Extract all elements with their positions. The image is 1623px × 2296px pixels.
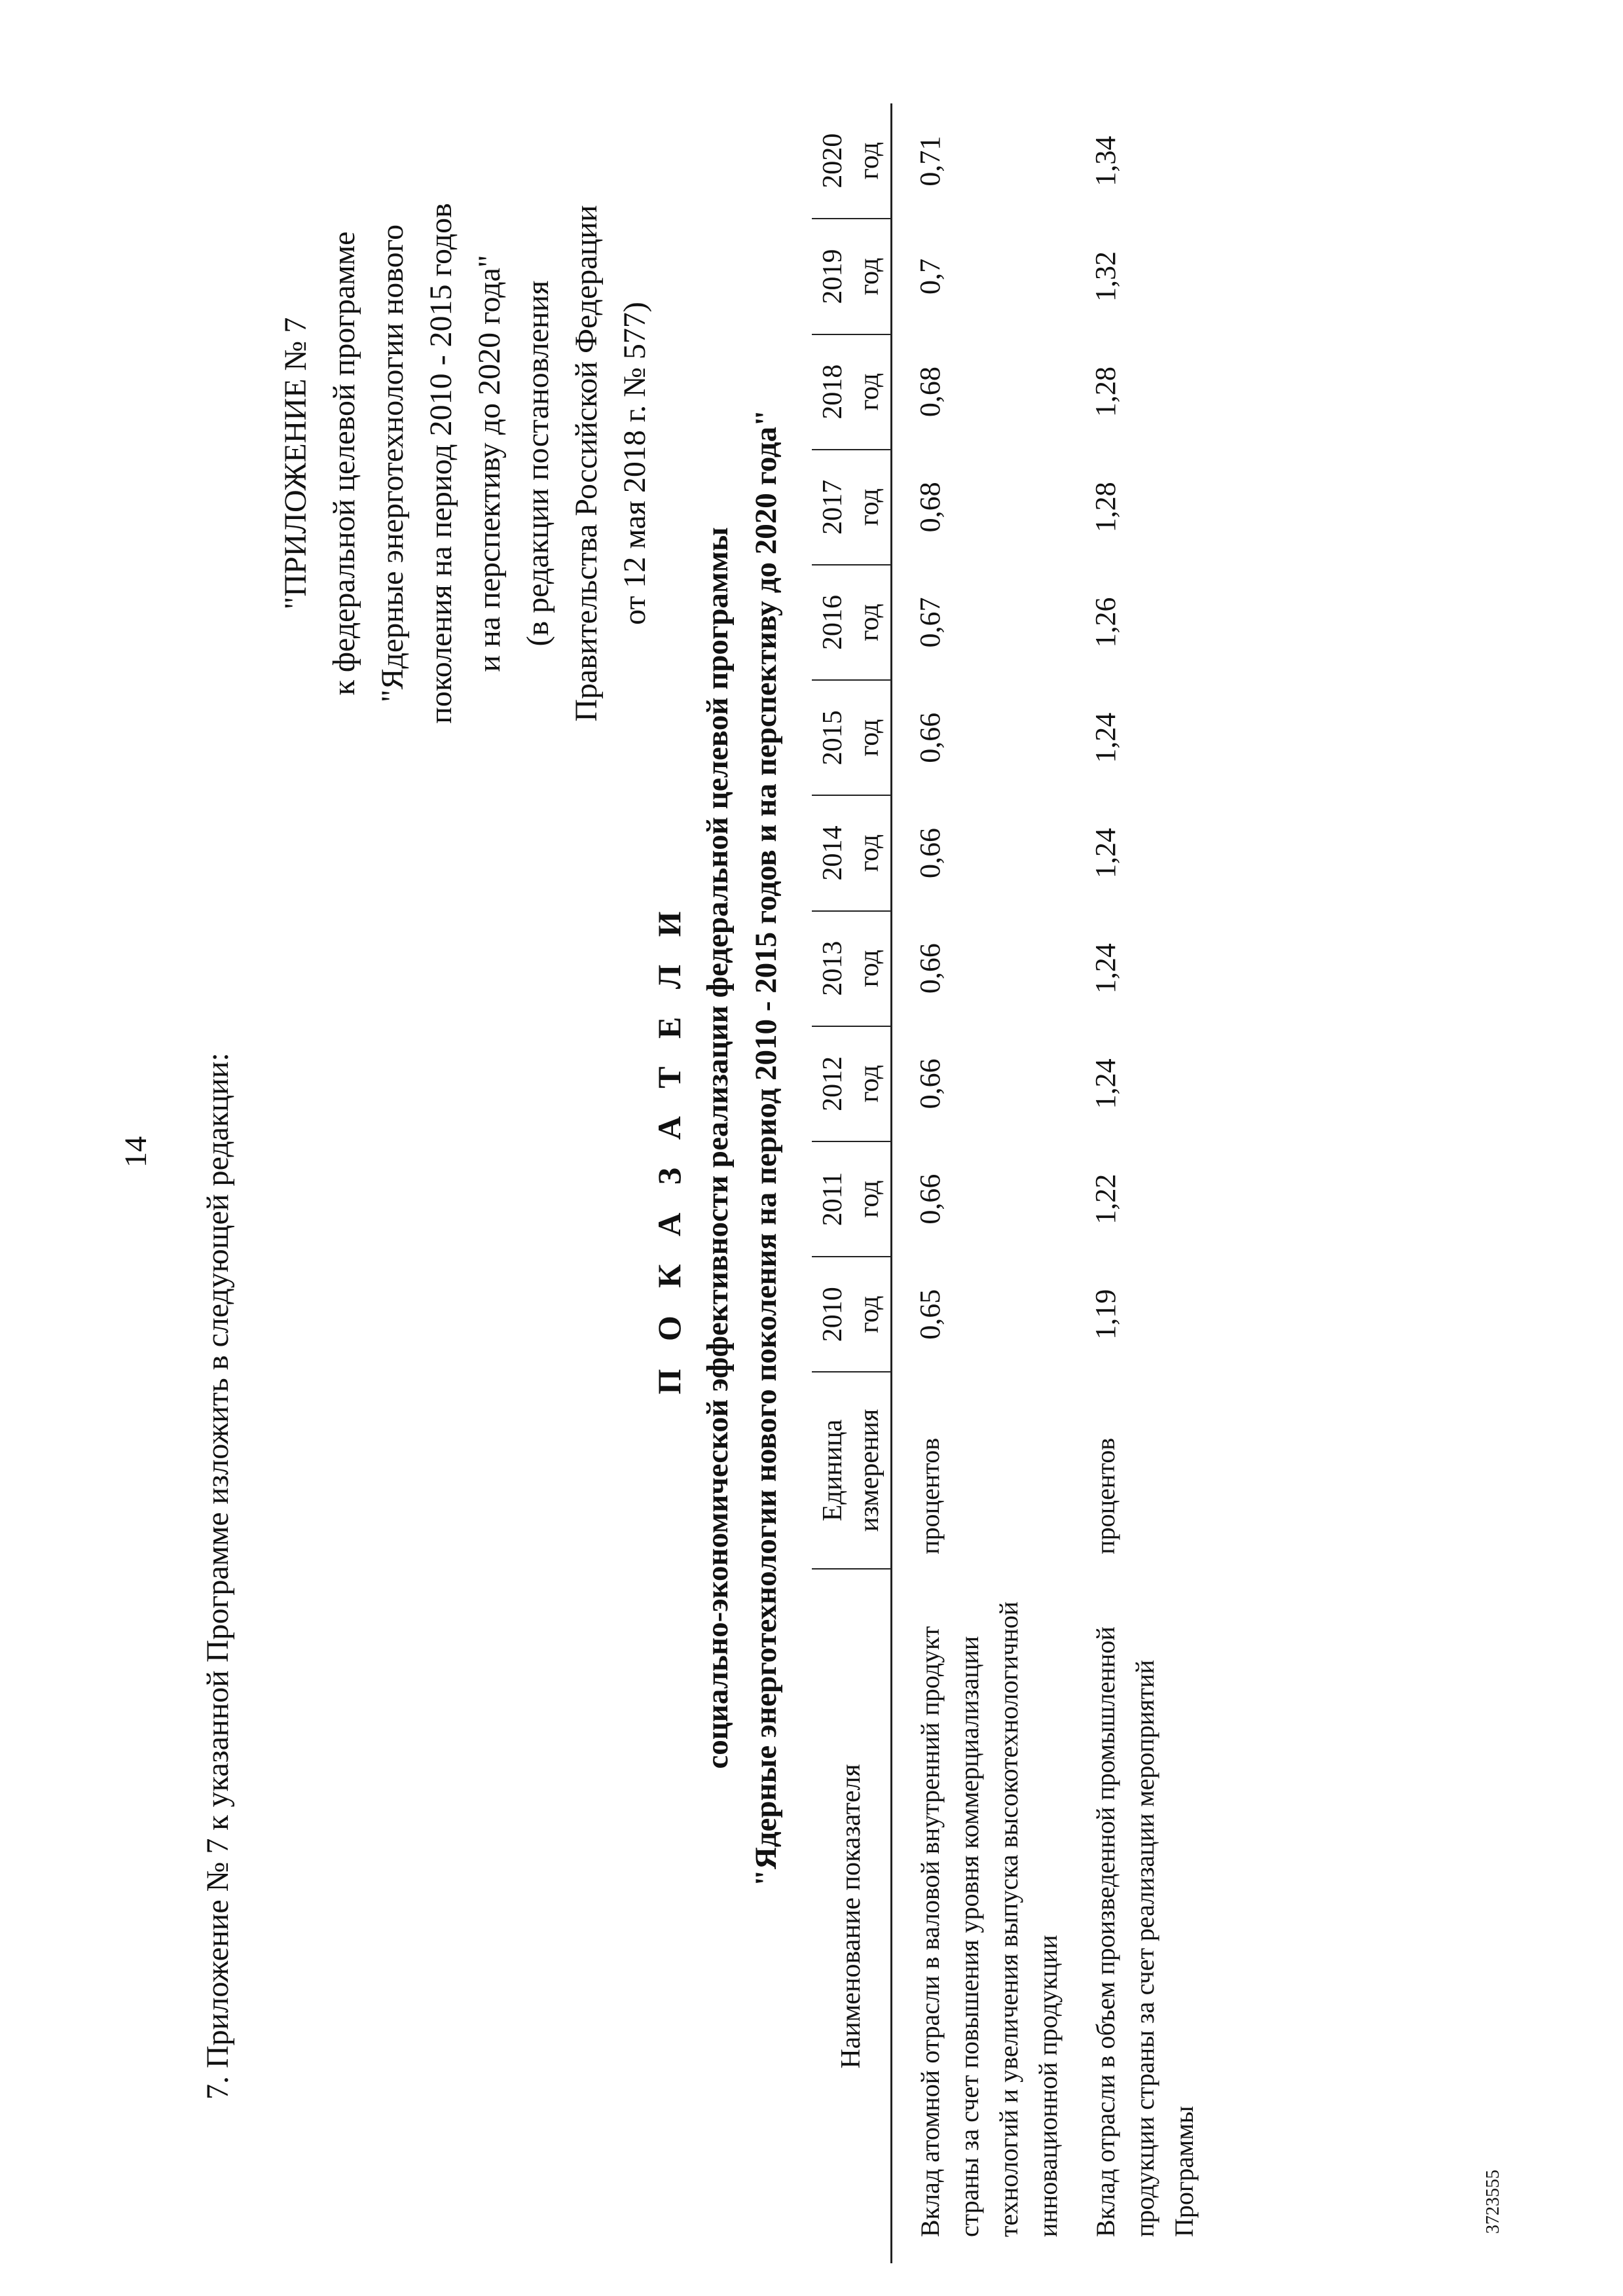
indicator-value: 0,68 — [914, 482, 946, 533]
title-line-2: "Ядерные энерготехнологии нового поколения на период 2010 - 2015 годов и на перспективу до 2020 года" — [749, 409, 783, 1887]
appendix-line: и на перспективу до 2020 года" — [472, 255, 507, 672]
indicator-value: 1,32 — [1089, 251, 1122, 302]
appendix-line: "ПРИЛОЖЕНИЕ № 7 — [278, 317, 313, 610]
indicator-value: 0,66 — [914, 712, 946, 763]
year-label: 2016 — [818, 595, 848, 651]
year-suffix: год — [854, 1295, 884, 1333]
indicator-name: Вклад отрасли в объем произведенной промышленной продукции страны за счет реализации мероприятий Программы — [1091, 1626, 1199, 2237]
appendix-block — [272, 71, 659, 856]
year-label: 2015 — [818, 710, 848, 766]
appendix-line: "Ядерные энерготехнологии нового — [375, 224, 410, 703]
year-suffix: год — [854, 1180, 884, 1218]
header-year — [812, 103, 892, 219]
indicator-value: 1,24 — [1089, 1058, 1122, 1109]
indicator-value: 0,71 — [914, 135, 946, 187]
year-suffix: год — [854, 603, 884, 641]
title-main: П О К А З А Т Е Л И — [651, 901, 687, 1395]
year-label: 2020 — [818, 133, 848, 188]
indicator-value: 1,22 — [1089, 1174, 1122, 1225]
year-label: 2012 — [818, 1056, 848, 1111]
header-year — [812, 680, 892, 795]
header-year — [812, 1257, 892, 1372]
header-year — [812, 334, 892, 450]
header-year — [812, 1026, 892, 1141]
year-label: 2017 — [818, 479, 848, 535]
indicator-value: 1,26 — [1089, 597, 1122, 648]
year-suffix: год — [854, 142, 884, 180]
indicator-value: 0,67 — [914, 597, 946, 648]
appendix-line: от 12 мая 2018 г. № 577) — [617, 302, 652, 625]
header-year — [812, 911, 892, 1026]
table-row — [892, 103, 1068, 2263]
header-year — [812, 795, 892, 910]
indicator-unit: процентов — [915, 1437, 945, 1554]
year-suffix: год — [854, 488, 884, 526]
indicators-table — [812, 103, 1204, 2263]
year-suffix: год — [854, 719, 884, 757]
indicator-value: 0,66 — [914, 943, 946, 994]
document-code: 3723555 — [1483, 2170, 1503, 2234]
header-year — [812, 219, 892, 334]
year-label: 2018 — [818, 364, 848, 420]
document-title — [645, 232, 790, 2064]
appendix-line: Правительства Российской Федерации — [569, 205, 604, 722]
appendix-line: (в редакции постановления — [520, 280, 555, 647]
indicator-name: Вклад атомной отрасли в валовой внутренний продукт страны за счет повышения уровня коммерциализации технологий и увеличения выпуска высокотехнологичной инновационной продукции — [915, 1601, 1063, 2237]
year-label: 2014 — [818, 825, 848, 881]
table-row — [1068, 103, 1204, 2263]
header-year — [812, 565, 892, 680]
indicator-value: 0,66 — [914, 1058, 946, 1109]
header-name: Наименование показателя — [812, 1569, 892, 2263]
title-line-1: социально-экономической эффективности реализации федеральной целевой программы — [701, 527, 735, 1769]
year-suffix: год — [854, 1065, 884, 1103]
indicator-value: 1,34 — [1089, 135, 1122, 187]
year-suffix: год — [854, 949, 884, 988]
header-unit — [812, 1372, 892, 1568]
indicator-value: 1,24 — [1089, 827, 1122, 878]
indicator-unit: процентов — [1091, 1437, 1120, 1554]
indicator-value: 1,24 — [1089, 943, 1122, 994]
page-number: 14 — [119, 1136, 153, 1168]
indicator-value: 0,7 — [914, 258, 946, 295]
year-label: 2019 — [818, 249, 848, 304]
indicator-value: 0,66 — [914, 827, 946, 878]
appendix-line: поколения на период 2010 - 2015 годов — [424, 203, 458, 724]
indicator-value: 1,24 — [1089, 712, 1122, 763]
indicator-value: 1,28 — [1089, 367, 1122, 418]
indicator-value: 0,65 — [914, 1289, 946, 1340]
header-unit-line: измерения — [854, 1408, 884, 1532]
intro-text: 7. Приложение № 7 к указанной Программе изложить в следующей редакции: — [200, 1052, 235, 2100]
indicator-value: 0,68 — [914, 367, 946, 418]
table-header-row — [812, 103, 892, 2263]
header-year — [812, 1141, 892, 1257]
indicator-value: 0,66 — [914, 1174, 946, 1225]
indicator-value: 1,28 — [1089, 482, 1122, 533]
year-suffix: год — [854, 834, 884, 872]
year-label: 2011 — [818, 1172, 848, 1227]
year-label: 2010 — [818, 1287, 848, 1342]
indicator-value: 1,19 — [1089, 1289, 1122, 1340]
year-suffix: год — [854, 372, 884, 411]
header-year — [812, 450, 892, 565]
year-label: 2013 — [818, 941, 848, 996]
year-suffix: год — [854, 257, 884, 296]
appendix-line: к федеральной целевой программе — [327, 231, 361, 696]
header-unit-line: Единица — [818, 1419, 848, 1522]
